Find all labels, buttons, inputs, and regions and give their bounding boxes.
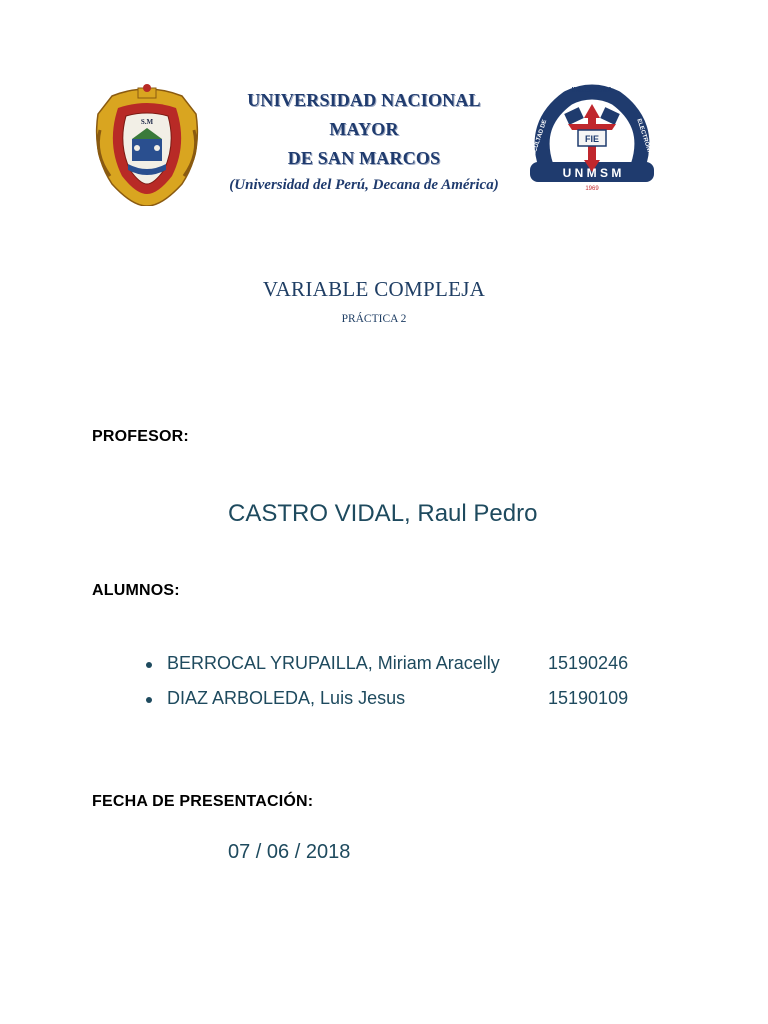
fie-unmsm-text: U N M S M bbox=[562, 166, 622, 180]
bullet-icon bbox=[146, 697, 152, 703]
fie-year-text: 1969 bbox=[585, 186, 599, 192]
students-label: ALUMNOS: bbox=[92, 582, 180, 599]
unmsm-crest-logo bbox=[92, 84, 202, 206]
fie-faculty-logo bbox=[528, 84, 656, 194]
crest-shape bbox=[97, 84, 198, 206]
date-label: FECHA DE PRESENTACIÓN: bbox=[92, 793, 314, 810]
course-subtitle: PRÁCTICA 2 bbox=[341, 313, 407, 325]
university-name-line1: UNIVERSIDAD NACIONAL bbox=[247, 90, 481, 110]
fie-left-text: FACULTAD DE bbox=[529, 119, 549, 161]
student-code: 15190109 bbox=[548, 688, 629, 708]
bullet-icon bbox=[146, 662, 152, 668]
student-list bbox=[146, 653, 666, 723]
student-name: BERROCAL YRUPAILLA, Miriam Aracelly bbox=[167, 653, 500, 673]
professor-label: PROFESOR: bbox=[92, 428, 189, 445]
student-name: DIAZ ARBOLEDA, Luis Jesus bbox=[167, 688, 406, 708]
fie-arc-text: INGENIERIA bbox=[571, 87, 613, 94]
list-item bbox=[146, 688, 666, 723]
crest-initials: S.M bbox=[140, 118, 154, 126]
list-item bbox=[146, 653, 666, 688]
date-value: 07 / 06 / 2018 bbox=[228, 841, 351, 863]
fie-center-text: FIE bbox=[584, 134, 600, 144]
professor-name: CASTRO VIDAL, Raul Pedro bbox=[228, 500, 538, 527]
fie-right-text: ELECTRONICA bbox=[635, 118, 655, 162]
student-code: 15190246 bbox=[548, 653, 629, 673]
university-motto: (Universidad del Perú, Decana de América) bbox=[229, 177, 499, 193]
university-name-line2: MAYOR bbox=[329, 119, 399, 139]
course-title: VARIABLE COMPLEJA bbox=[262, 277, 486, 301]
university-name-line3: DE SAN MARCOS bbox=[287, 148, 441, 168]
